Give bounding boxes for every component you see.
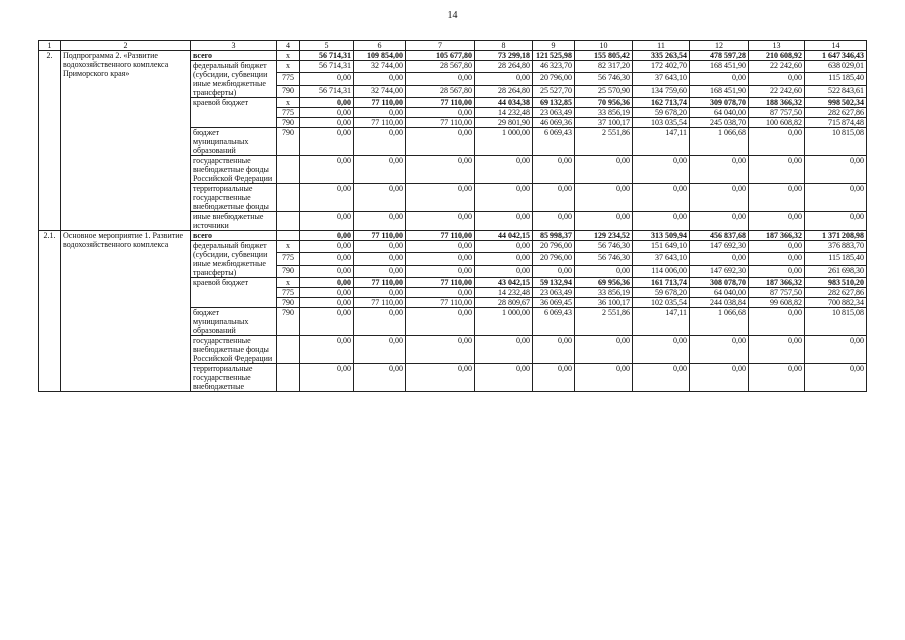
budget-code-cell: x bbox=[277, 241, 300, 253]
header-cell: 8 bbox=[475, 41, 533, 51]
amount-cell: 0,00 bbox=[300, 231, 354, 241]
amount-cell: 0,00 bbox=[354, 108, 406, 118]
amount-cell: 0,00 bbox=[406, 265, 475, 277]
amount-cell: 20 796,00 bbox=[533, 241, 575, 253]
amount-cell: 0,00 bbox=[300, 336, 354, 364]
budget-code-cell bbox=[277, 364, 300, 392]
amount-cell: 129 234,52 bbox=[575, 231, 633, 241]
amount-cell: 456 837,68 bbox=[690, 231, 749, 241]
amount-cell: 1 647 346,43 bbox=[805, 51, 867, 61]
amount-cell: 0,00 bbox=[406, 108, 475, 118]
amount-cell: 313 509,94 bbox=[633, 231, 690, 241]
header-cell: 6 bbox=[354, 41, 406, 51]
amount-cell: 0,00 bbox=[406, 308, 475, 336]
budget-code-cell bbox=[277, 336, 300, 364]
amount-cell: 73 299,18 bbox=[475, 51, 533, 61]
amount-cell: 0,00 bbox=[300, 265, 354, 277]
amount-cell: 0,00 bbox=[354, 73, 406, 85]
amount-cell: 0,00 bbox=[354, 336, 406, 364]
amount-cell: 0,00 bbox=[475, 253, 533, 265]
amount-cell: 64 040,00 bbox=[690, 108, 749, 118]
amount-cell: 37 100,17 bbox=[575, 118, 633, 128]
amount-cell: 522 843,61 bbox=[805, 85, 867, 97]
amount-cell: 0,00 bbox=[533, 212, 575, 231]
amount-cell: 28 567,80 bbox=[406, 85, 475, 97]
amount-cell: 998 502,34 bbox=[805, 98, 867, 108]
section-number: 2.1. bbox=[39, 231, 61, 392]
amount-cell: 0,00 bbox=[300, 128, 354, 156]
amount-cell: 282 627,86 bbox=[805, 108, 867, 118]
amount-cell: 161 713,74 bbox=[633, 278, 690, 288]
amount-cell: 0,00 bbox=[354, 184, 406, 212]
amount-cell: 77 110,00 bbox=[354, 118, 406, 128]
budget-code-cell: x bbox=[277, 51, 300, 61]
amount-cell: 25 527,70 bbox=[533, 85, 575, 97]
amount-cell: 100 608,82 bbox=[749, 118, 805, 128]
amount-cell: 64 040,00 bbox=[690, 288, 749, 298]
amount-cell: 0,00 bbox=[749, 156, 805, 184]
amount-cell: 0,00 bbox=[475, 336, 533, 364]
header-cell: 2 bbox=[61, 41, 191, 51]
funding-source-label: федеральный бюджет (субсидии, субвенции иные межбюджетные трансферты) bbox=[191, 241, 277, 278]
amount-cell: 29 801,90 bbox=[475, 118, 533, 128]
amount-cell: 0,00 bbox=[533, 184, 575, 212]
amount-cell: 0,00 bbox=[475, 156, 533, 184]
amount-cell: 0,00 bbox=[354, 241, 406, 253]
amount-cell: 0,00 bbox=[475, 73, 533, 85]
amount-cell: 983 510,20 bbox=[805, 278, 867, 288]
amount-cell: 77 110,00 bbox=[406, 231, 475, 241]
header-cell: 3 bbox=[191, 41, 277, 51]
header-cell: 12 bbox=[690, 41, 749, 51]
budget-code-cell bbox=[277, 184, 300, 212]
amount-cell: 23 063,49 bbox=[533, 108, 575, 118]
amount-cell: 69 956,36 bbox=[575, 278, 633, 288]
amount-cell: 0,00 bbox=[633, 156, 690, 184]
amount-cell: 0,00 bbox=[354, 212, 406, 231]
budget-code-cell: 790 bbox=[277, 128, 300, 156]
amount-cell: 10 815,08 bbox=[805, 128, 867, 156]
amount-cell: 1 000,00 bbox=[475, 308, 533, 336]
amount-cell: 638 029,01 bbox=[805, 61, 867, 73]
funding-source-label: краевой бюджет bbox=[191, 278, 277, 308]
amount-cell: 0,00 bbox=[354, 253, 406, 265]
amount-cell: 0,00 bbox=[406, 73, 475, 85]
amount-cell: 0,00 bbox=[475, 241, 533, 253]
amount-cell: 77 110,00 bbox=[406, 98, 475, 108]
amount-cell: 0,00 bbox=[749, 212, 805, 231]
amount-cell: 147 692,30 bbox=[690, 241, 749, 253]
budget-code-cell: x bbox=[277, 98, 300, 108]
amount-cell: 0,00 bbox=[300, 108, 354, 118]
amount-cell: 22 242,60 bbox=[749, 85, 805, 97]
amount-cell: 0,00 bbox=[300, 241, 354, 253]
amount-cell: 87 757,50 bbox=[749, 108, 805, 118]
amount-cell: 33 856,19 bbox=[575, 288, 633, 298]
amount-cell: 20 796,00 bbox=[533, 73, 575, 85]
funding-source-label: бюджет муниципальных образований bbox=[191, 308, 277, 336]
amount-cell: 56 746,30 bbox=[575, 241, 633, 253]
section-name: Подпрограмма 2. «Развитие водохозяйственного комплекса Приморского края» bbox=[61, 51, 191, 231]
amount-cell: 0,00 bbox=[633, 336, 690, 364]
amount-cell: 0,00 bbox=[805, 212, 867, 231]
amount-cell: 0,00 bbox=[475, 184, 533, 212]
amount-cell: 0,00 bbox=[633, 364, 690, 392]
amount-cell: 77 110,00 bbox=[354, 231, 406, 241]
amount-cell: 0,00 bbox=[300, 156, 354, 184]
amount-cell: 77 110,00 bbox=[406, 278, 475, 288]
amount-cell: 0,00 bbox=[690, 184, 749, 212]
budget-code-cell: 790 bbox=[277, 118, 300, 128]
amount-cell: 6 069,43 bbox=[533, 308, 575, 336]
amount-cell: 245 038,70 bbox=[690, 118, 749, 128]
table-row bbox=[39, 231, 867, 241]
amount-cell: 478 597,28 bbox=[690, 51, 749, 61]
amount-cell: 308 078,70 bbox=[690, 278, 749, 288]
amount-cell: 70 956,36 bbox=[575, 98, 633, 108]
amount-cell: 188 366,32 bbox=[749, 98, 805, 108]
amount-cell: 77 110,00 bbox=[354, 278, 406, 288]
amount-cell: 102 035,54 bbox=[633, 298, 690, 308]
amount-cell: 0,00 bbox=[575, 156, 633, 184]
amount-cell: 155 805,42 bbox=[575, 51, 633, 61]
amount-cell: 0,00 bbox=[749, 336, 805, 364]
amount-cell: 134 759,60 bbox=[633, 85, 690, 97]
amount-cell: 14 232,48 bbox=[475, 288, 533, 298]
amount-cell: 56 746,30 bbox=[575, 73, 633, 85]
amount-cell: 715 874,48 bbox=[805, 118, 867, 128]
budget-code-cell: 775 bbox=[277, 108, 300, 118]
amount-cell: 6 069,43 bbox=[533, 128, 575, 156]
page-number: 14 bbox=[447, 10, 458, 21]
amount-cell: 56 714,31 bbox=[300, 51, 354, 61]
header-cell: 1 bbox=[39, 41, 61, 51]
amount-cell: 376 883,70 bbox=[805, 241, 867, 253]
budget-code-cell: 790 bbox=[277, 85, 300, 97]
amount-cell: 0,00 bbox=[575, 265, 633, 277]
amount-cell: 28 264,80 bbox=[475, 61, 533, 73]
amount-cell: 0,00 bbox=[749, 184, 805, 212]
header-row bbox=[39, 41, 867, 51]
amount-cell: 0,00 bbox=[575, 212, 633, 231]
amount-cell: 147,11 bbox=[633, 308, 690, 336]
section-number: 2. bbox=[39, 51, 61, 231]
amount-cell: 0,00 bbox=[805, 156, 867, 184]
amount-cell: 147,11 bbox=[633, 128, 690, 156]
amount-cell: 32 744,00 bbox=[354, 85, 406, 97]
amount-cell: 187 366,32 bbox=[749, 231, 805, 241]
amount-cell: 121 525,98 bbox=[533, 51, 575, 61]
header-cell: 5 bbox=[300, 41, 354, 51]
funding-source-label: государственные внебюджетные фонды Российской Федерации bbox=[191, 336, 277, 364]
header-cell: 14 bbox=[805, 41, 867, 51]
amount-cell: 0,00 bbox=[300, 98, 354, 108]
amount-cell: 0,00 bbox=[690, 253, 749, 265]
amount-cell: 87 757,50 bbox=[749, 288, 805, 298]
amount-cell: 151 649,10 bbox=[633, 241, 690, 253]
amount-cell: 0,00 bbox=[300, 364, 354, 392]
amount-cell: 0,00 bbox=[300, 184, 354, 212]
amount-cell: 82 317,20 bbox=[575, 61, 633, 73]
amount-cell: 0,00 bbox=[475, 212, 533, 231]
amount-cell: 0,00 bbox=[406, 288, 475, 298]
amount-cell: 168 451,90 bbox=[690, 61, 749, 73]
amount-cell: 0,00 bbox=[533, 336, 575, 364]
amount-cell: 1 066,68 bbox=[690, 308, 749, 336]
amount-cell: 0,00 bbox=[749, 241, 805, 253]
amount-cell: 0,00 bbox=[300, 308, 354, 336]
amount-cell: 44 034,38 bbox=[475, 98, 533, 108]
amount-cell: 147 692,30 bbox=[690, 265, 749, 277]
amount-cell: 261 698,30 bbox=[805, 265, 867, 277]
amount-cell: 22 242,60 bbox=[749, 61, 805, 73]
amount-cell: 103 035,54 bbox=[633, 118, 690, 128]
amount-cell: 36 069,45 bbox=[533, 298, 575, 308]
amount-cell: 56 746,30 bbox=[575, 253, 633, 265]
amount-cell: 0,00 bbox=[475, 364, 533, 392]
amount-cell: 0,00 bbox=[690, 212, 749, 231]
funding-source-label: всего bbox=[191, 231, 277, 241]
amount-cell: 0,00 bbox=[300, 298, 354, 308]
funding-source-label: территориальные государственные внебюджетные фонды bbox=[191, 184, 277, 212]
header-cell: 9 bbox=[533, 41, 575, 51]
amount-cell: 0,00 bbox=[805, 364, 867, 392]
header-cell: 4 bbox=[277, 41, 300, 51]
amount-cell: 25 570,90 bbox=[575, 85, 633, 97]
amount-cell: 28 264,80 bbox=[475, 85, 533, 97]
amount-cell: 210 608,92 bbox=[749, 51, 805, 61]
amount-cell: 0,00 bbox=[690, 156, 749, 184]
amount-cell: 0,00 bbox=[300, 73, 354, 85]
amount-cell: 20 796,00 bbox=[533, 253, 575, 265]
budget-code-cell: 775 bbox=[277, 253, 300, 265]
funding-source-label: территориальные государственные внебюджетные bbox=[191, 364, 277, 392]
amount-cell: 56 714,31 bbox=[300, 61, 354, 73]
budget-code-cell: 775 bbox=[277, 288, 300, 298]
amount-cell: 162 713,74 bbox=[633, 98, 690, 108]
amount-cell: 0,00 bbox=[354, 364, 406, 392]
budget-code-cell: 790 bbox=[277, 265, 300, 277]
amount-cell: 23 063,49 bbox=[533, 288, 575, 298]
amount-cell: 77 110,00 bbox=[406, 118, 475, 128]
amount-cell: 105 677,80 bbox=[406, 51, 475, 61]
amount-cell: 56 714,31 bbox=[300, 85, 354, 97]
budget-table bbox=[38, 40, 867, 392]
amount-cell: 0,00 bbox=[690, 336, 749, 364]
amount-cell: 59 132,94 bbox=[533, 278, 575, 288]
amount-cell: 0,00 bbox=[406, 128, 475, 156]
header-cell: 7 bbox=[406, 41, 475, 51]
amount-cell: 0,00 bbox=[690, 364, 749, 392]
amount-cell: 77 110,00 bbox=[354, 98, 406, 108]
amount-cell: 46 069,36 bbox=[533, 118, 575, 128]
amount-cell: 69 132,85 bbox=[533, 98, 575, 108]
amount-cell: 0,00 bbox=[805, 336, 867, 364]
amount-cell: 187 366,32 bbox=[749, 278, 805, 288]
amount-cell: 0,00 bbox=[406, 241, 475, 253]
amount-cell: 0,00 bbox=[300, 118, 354, 128]
amount-cell: 0,00 bbox=[300, 253, 354, 265]
amount-cell: 0,00 bbox=[406, 364, 475, 392]
amount-cell: 109 854,00 bbox=[354, 51, 406, 61]
amount-cell: 0,00 bbox=[354, 308, 406, 336]
amount-cell: 0,00 bbox=[749, 308, 805, 336]
amount-cell: 700 882,34 bbox=[805, 298, 867, 308]
funding-source-label: краевой бюджет bbox=[191, 98, 277, 128]
amount-cell: 33 856,19 bbox=[575, 108, 633, 118]
budget-code-cell: 775 bbox=[277, 73, 300, 85]
amount-cell: 14 232,48 bbox=[475, 108, 533, 118]
amount-cell: 0,00 bbox=[633, 212, 690, 231]
amount-cell: 114 006,00 bbox=[633, 265, 690, 277]
amount-cell: 0,00 bbox=[690, 73, 749, 85]
amount-cell: 2 551,86 bbox=[575, 128, 633, 156]
section-name: Основное мероприятие 1. Развитие водохозяйственного комплекса bbox=[61, 231, 191, 392]
amount-cell: 0,00 bbox=[406, 184, 475, 212]
amount-cell: 77 110,00 bbox=[354, 298, 406, 308]
amount-cell: 0,00 bbox=[575, 364, 633, 392]
amount-cell: 28 809,67 bbox=[475, 298, 533, 308]
table-row bbox=[39, 51, 867, 61]
amount-cell: 0,00 bbox=[749, 364, 805, 392]
amount-cell: 0,00 bbox=[805, 184, 867, 212]
header-cell: 13 bbox=[749, 41, 805, 51]
amount-cell: 115 185,40 bbox=[805, 253, 867, 265]
amount-cell: 0,00 bbox=[749, 265, 805, 277]
amount-cell: 172 402,70 bbox=[633, 61, 690, 73]
budget-code-cell bbox=[277, 156, 300, 184]
amount-cell: 0,00 bbox=[533, 364, 575, 392]
amount-cell: 1 371 208,98 bbox=[805, 231, 867, 241]
amount-cell: 0,00 bbox=[575, 336, 633, 364]
budget-code-cell: 790 bbox=[277, 308, 300, 336]
amount-cell: 0,00 bbox=[406, 336, 475, 364]
amount-cell: 85 998,37 bbox=[533, 231, 575, 241]
budget-code-cell: x bbox=[277, 61, 300, 73]
budget-code-cell bbox=[277, 212, 300, 231]
amount-cell: 1 000,00 bbox=[475, 128, 533, 156]
amount-cell: 44 042,15 bbox=[475, 231, 533, 241]
amount-cell: 99 608,82 bbox=[749, 298, 805, 308]
funding-source-label: федеральный бюджет (субсидии, субвенции иные межбюджетные трансферты) bbox=[191, 61, 277, 98]
amount-cell: 36 100,17 bbox=[575, 298, 633, 308]
amount-cell: 77 110,00 bbox=[406, 298, 475, 308]
amount-cell: 37 643,10 bbox=[633, 253, 690, 265]
budget-code-cell bbox=[277, 231, 300, 241]
amount-cell: 28 567,80 bbox=[406, 61, 475, 73]
amount-cell: 0,00 bbox=[575, 184, 633, 212]
amount-cell: 309 078,70 bbox=[690, 98, 749, 108]
amount-cell: 0,00 bbox=[354, 156, 406, 184]
amount-cell: 0,00 bbox=[354, 288, 406, 298]
budget-code-cell: x bbox=[277, 278, 300, 288]
amount-cell: 1 066,68 bbox=[690, 128, 749, 156]
amount-cell: 0,00 bbox=[300, 288, 354, 298]
amount-cell: 0,00 bbox=[533, 156, 575, 184]
budget-code-cell: 790 bbox=[277, 298, 300, 308]
amount-cell: 0,00 bbox=[354, 265, 406, 277]
funding-source-label: государственные внебюджетные фонды Российской Федерации bbox=[191, 156, 277, 184]
amount-cell: 0,00 bbox=[406, 156, 475, 184]
amount-cell: 0,00 bbox=[749, 128, 805, 156]
amount-cell: 0,00 bbox=[300, 212, 354, 231]
amount-cell: 59 678,20 bbox=[633, 288, 690, 298]
amount-cell: 168 451,90 bbox=[690, 85, 749, 97]
amount-cell: 59 678,20 bbox=[633, 108, 690, 118]
header-cell: 10 bbox=[575, 41, 633, 51]
amount-cell: 0,00 bbox=[406, 212, 475, 231]
amount-cell: 0,00 bbox=[354, 128, 406, 156]
header-cell: 11 bbox=[633, 41, 690, 51]
amount-cell: 0,00 bbox=[633, 184, 690, 212]
amount-cell: 0,00 bbox=[300, 278, 354, 288]
amount-cell: 282 627,86 bbox=[805, 288, 867, 298]
amount-cell: 244 038,84 bbox=[690, 298, 749, 308]
amount-cell: 0,00 bbox=[749, 253, 805, 265]
amount-cell: 43 042,15 bbox=[475, 278, 533, 288]
amount-cell: 37 643,10 bbox=[633, 73, 690, 85]
amount-cell: 0,00 bbox=[475, 265, 533, 277]
funding-source-label: всего bbox=[191, 51, 277, 61]
amount-cell: 0,00 bbox=[533, 265, 575, 277]
amount-cell: 32 744,00 bbox=[354, 61, 406, 73]
amount-cell: 46 323,70 bbox=[533, 61, 575, 73]
funding-source-label: иные внебюджетные источники bbox=[191, 212, 277, 231]
amount-cell: 0,00 bbox=[406, 253, 475, 265]
amount-cell: 0,00 bbox=[749, 73, 805, 85]
amount-cell: 10 815,08 bbox=[805, 308, 867, 336]
funding-source-label: бюджет муниципальных образований bbox=[191, 128, 277, 156]
amount-cell: 335 263,54 bbox=[633, 51, 690, 61]
amount-cell: 115 185,40 bbox=[805, 73, 867, 85]
amount-cell: 2 551,86 bbox=[575, 308, 633, 336]
